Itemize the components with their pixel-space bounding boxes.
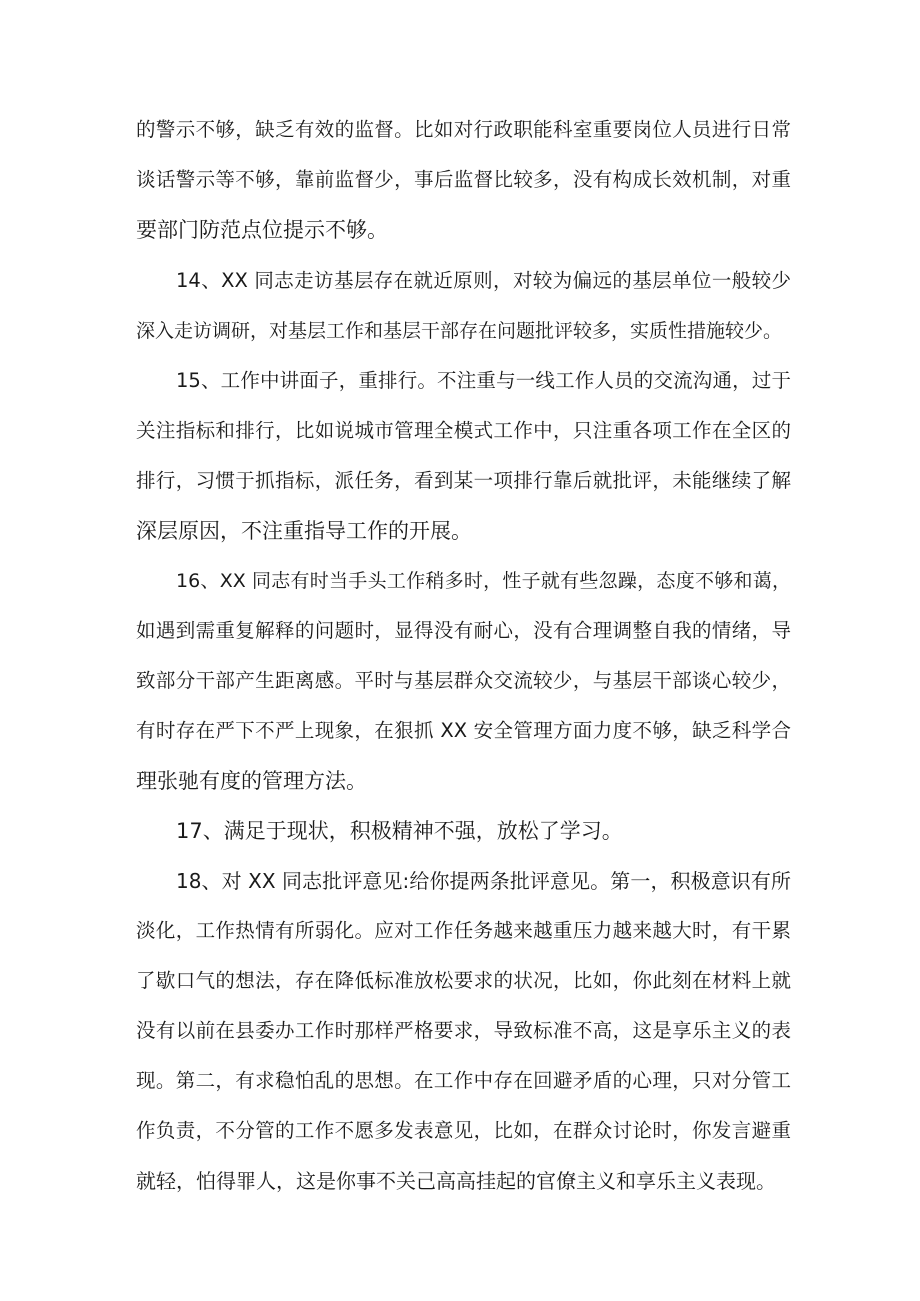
paragraph-18-line-3: 了歇口气的想法，存在降低标准放松要求的状况，比如，你此刻在材料上就 [136, 969, 791, 992]
paragraph-15-line-3: 排行，习惯于抓指标，派任务，看到某一项排行靠后就批评，未能继续了解 [136, 469, 791, 492]
paragraph-15-line-2: 关注指标和排行，比如说城市管理全模式工作中，只注重各项工作在全区的 [136, 419, 791, 442]
paragraph-16-line-3: 致部分干部产生距离感。平时与基层群众交流较少，与基层干部谈心较少， [136, 669, 791, 692]
paragraph-15-line-4: 深层原因，不注重指导工作的开展。 [136, 519, 472, 543]
paragraph-17-line-1: 17、满足于现状，积极精神不强，放松了学习。 [176, 819, 623, 843]
paragraph-18-line-6: 作负责，不分管的工作不愿多发表意见，比如，在群众讨论时，你发言避重 [136, 1119, 791, 1142]
paragraph-16-line-4: 有时存在严下不严上现象，在狠抓 XX 安全管理方面力度不够，缺乏科学合 [136, 719, 791, 742]
paragraph-18-line-2: 淡化，工作热情有所弱化。应对工作任务越来越重压力越来越大时，有干累 [136, 919, 791, 942]
paragraph-18-line-7: 就轻，怕得罪人，这是你事不关己高高挂起的官僚主义和享乐主义表现。 [136, 1169, 776, 1193]
paragraph-16-line-1: 16、XX 同志有时当手头工作稍多时，性子就有些忽躁，态度不够和蔼， [176, 570, 791, 592]
paragraph-16-line-5: 理张驰有度的管理方法。 [136, 769, 367, 793]
paragraph-1-line-2: 谈话警示等不够，靠前监督少，事后监督比较多，没有构成长效机制，对重 [136, 168, 791, 191]
paragraph-14-line-2: 深入走访调研，对基层工作和基层干部存在问题批评较多，实质性措施较少。 [136, 320, 783, 342]
paragraph-18-line-4: 没有以前在县委办工作时那样严格要求，导致标准不高，这是享乐主义的表 [136, 1019, 791, 1042]
paragraph-18-line-5: 现。第二，有求稳怕乱的思想。在工作中存在回避矛盾的心理，只对分管工 [136, 1069, 791, 1092]
paragraph-16-line-2: 如遇到需重复解释的问题时，显得没有耐心，没有合理调整自我的情绪，导 [136, 619, 791, 642]
paragraph-1-line-1: 的警示不够，缺乏有效的监督。比如对行政职能科室重要岗位人员进行日常 [136, 118, 791, 141]
paragraph-15-line-1: 15、工作中讲面子，重排行。不注重与一线工作人员的交流沟通，过于 [176, 369, 791, 392]
paragraph-14-line-1: 14、XX 同志走访基层存在就近原则，对较为偏远的基层单位一般较少 [176, 269, 791, 292]
paragraph-1-line-3: 要部门防范点位提示不够。 [136, 218, 388, 242]
paragraph-18-line-1: 18、对 XX 同志批评意见:给你提两条批评意见。第一，积极意识有所 [176, 869, 791, 893]
